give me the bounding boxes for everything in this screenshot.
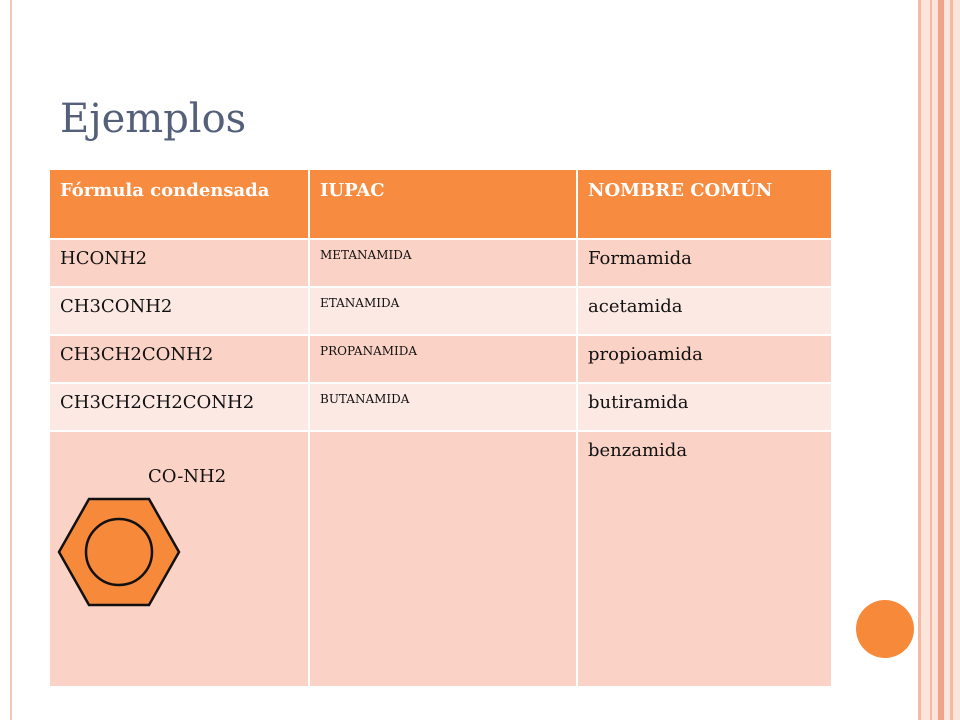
table-row: [49, 383, 832, 431]
benzamide-formula-label: CO-NH2: [148, 466, 227, 487]
slide-title: Ejemplos: [60, 96, 247, 142]
right-decor-stripe: [930, 0, 932, 720]
cell-iupac: BUTANAMIDA: [309, 383, 577, 431]
header-common-name: NOMBRE COMÚN: [577, 169, 832, 239]
table-row: [49, 287, 832, 335]
table-row: [49, 335, 832, 383]
cell-formula: HCONH2: [49, 239, 309, 287]
benzene-ring-icon: [56, 496, 182, 608]
cell-formula: CH3CH2CH2CONH2: [49, 383, 309, 431]
cell-common: propioamida: [577, 335, 832, 383]
table-header-row: [49, 169, 832, 239]
right-decor-stripe: [950, 0, 953, 720]
cell-formula: CH3CH2CONH2: [49, 335, 309, 383]
table-row-benzamide: [49, 431, 832, 687]
cell-common: butiramida: [577, 383, 832, 431]
header-iupac: IUPAC: [309, 169, 577, 239]
cell-iupac: ETANAMIDA: [309, 287, 577, 335]
cell-common: acetamida: [577, 287, 832, 335]
cell-iupac: PROPANAMIDA: [309, 335, 577, 383]
left-frame-line: [10, 0, 12, 720]
header-formula: Fórmula condensada: [49, 169, 309, 239]
cell-common-benzamide: benzamida: [577, 431, 832, 687]
table-row: [49, 239, 832, 287]
cell-iupac-benzamide: [309, 431, 577, 687]
amides-table: [48, 168, 833, 688]
orange-circle-decor: [856, 600, 914, 658]
cell-formula-benzamide: [49, 431, 309, 687]
right-decor-stripe: [918, 0, 921, 720]
right-decor-stripe: [938, 0, 944, 720]
cell-iupac: METANAMIDA: [309, 239, 577, 287]
cell-formula: CH3CONH2: [49, 287, 309, 335]
cell-common: Formamida: [577, 239, 832, 287]
